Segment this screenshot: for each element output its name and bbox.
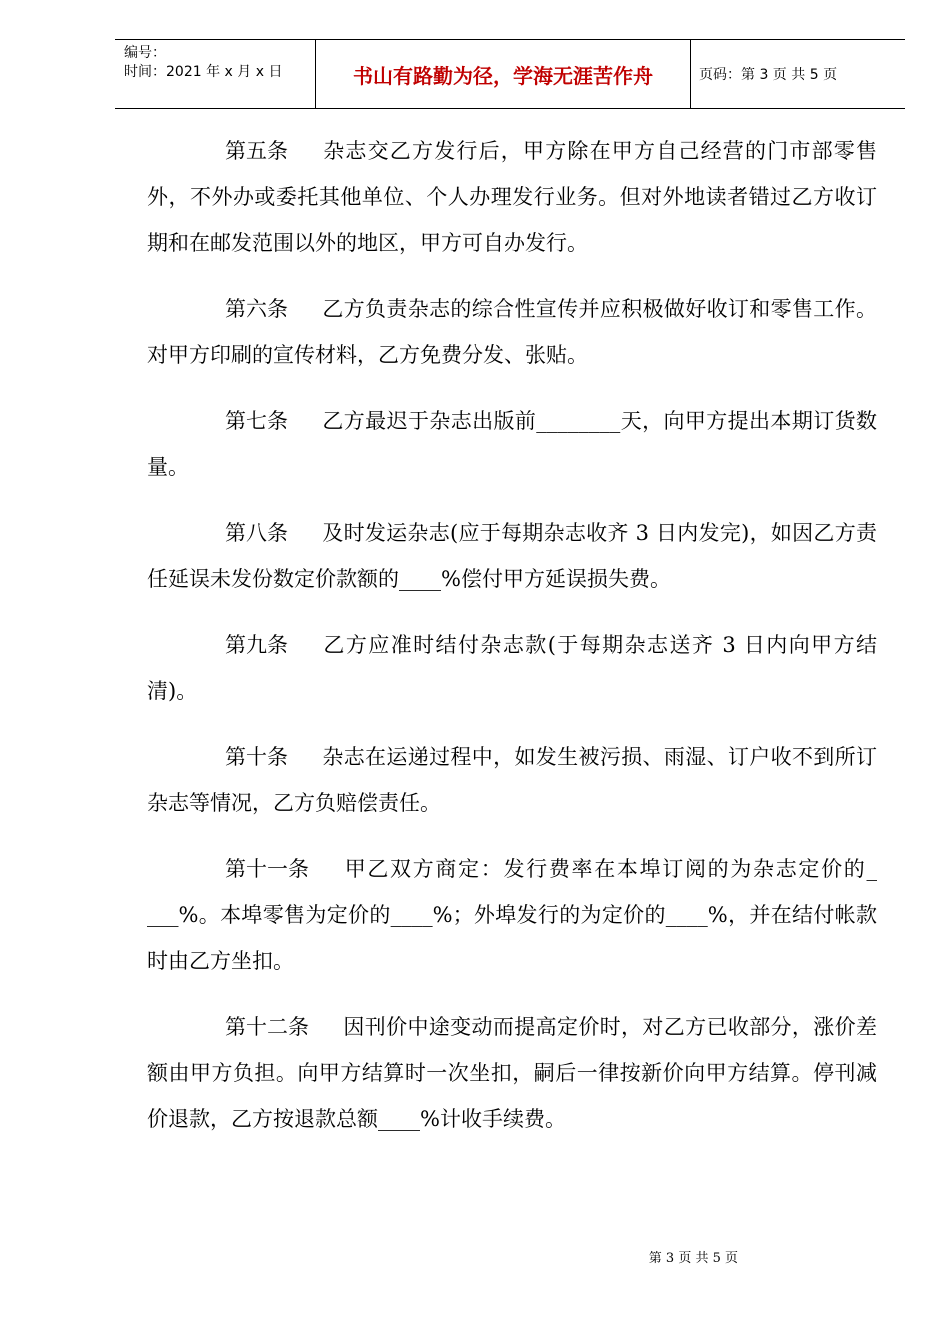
- header-page-info: 页码：第 3 页 共 5 页: [699, 67, 838, 83]
- article-number: 第十条: [225, 745, 288, 769]
- article-9: [147, 622, 877, 714]
- article-text: 甲乙双方商定：发行费率在本埠订阅的为杂志定价的_ ___%。本埠零售为定价的____%；外埠发行的为定价的____%，并在结付帐款时由乙方坐扣。: [147, 857, 877, 973]
- article-7: [147, 398, 877, 490]
- article-number: 第五条: [225, 139, 288, 163]
- article-text: 杂志交乙方发行后，甲方除在甲方自己经营的门市部零售外，不外办或委托其他单位、个人办理发行业务。但对外地读者错过乙方收订期和在邮发范围以外的地区，甲方可自办发行。: [147, 139, 877, 255]
- article-text: 因刊价中途变动而提高定价时，对乙方已收部分，涨价差额由甲方负担。向甲方结算时一次坐扣，嗣后一律按新价向甲方结算。停刊减价退款，乙方按退款总额____%计收手续费。: [147, 1015, 877, 1131]
- article-text: 乙方应准时结付杂志款(于每期杂志送齐 3 日内向甲方结清)。: [147, 633, 877, 703]
- footer-page-number: 第 3 页 共 5 页: [648, 1251, 738, 1266]
- article-text: 杂志在运递过程中，如发生被污损、雨湿、订户收不到所订杂志等情况，乙方负赔偿责任。: [147, 745, 877, 815]
- article-number: 第六条: [225, 297, 288, 321]
- article-text: 乙方最迟于杂志出版前________天，向甲方提出本期订货数量。: [147, 409, 877, 479]
- article-12: [147, 1004, 877, 1142]
- header-slogan: 书山有路勤为径，学海无涯苦作舟: [353, 63, 653, 88]
- article-11: [147, 846, 877, 984]
- header-divider: [690, 40, 691, 108]
- article-10: [147, 734, 877, 826]
- article-text: 及时发运杂志(应于每期杂志收齐 3 日内发完)，如因乙方责任延误未发份数定价款额的____%偿付甲方延误损失费。: [147, 521, 877, 591]
- article-number: 第八条: [225, 521, 288, 545]
- article-text: 乙方负责杂志的综合性宣传并应积极做好收订和零售工作。对甲方印刷的宣传材料，乙方免费分发、张贴。: [147, 297, 877, 367]
- number-label: 编号：: [124, 45, 166, 61]
- article-5: [147, 128, 877, 266]
- time-label: 时间：2021 年 x 月 x 日: [124, 64, 283, 80]
- page-footer: [0, 1247, 950, 1266]
- article-number: 第七条: [225, 409, 288, 433]
- contract-body: [147, 128, 877, 1142]
- header-table: [115, 39, 905, 109]
- article-number: 第十一条: [225, 857, 309, 881]
- article-number: 第十二条: [225, 1015, 309, 1039]
- article-6: [147, 286, 877, 378]
- article-number: 第九条: [225, 633, 288, 657]
- article-8: [147, 510, 877, 602]
- header-meta: [124, 44, 282, 82]
